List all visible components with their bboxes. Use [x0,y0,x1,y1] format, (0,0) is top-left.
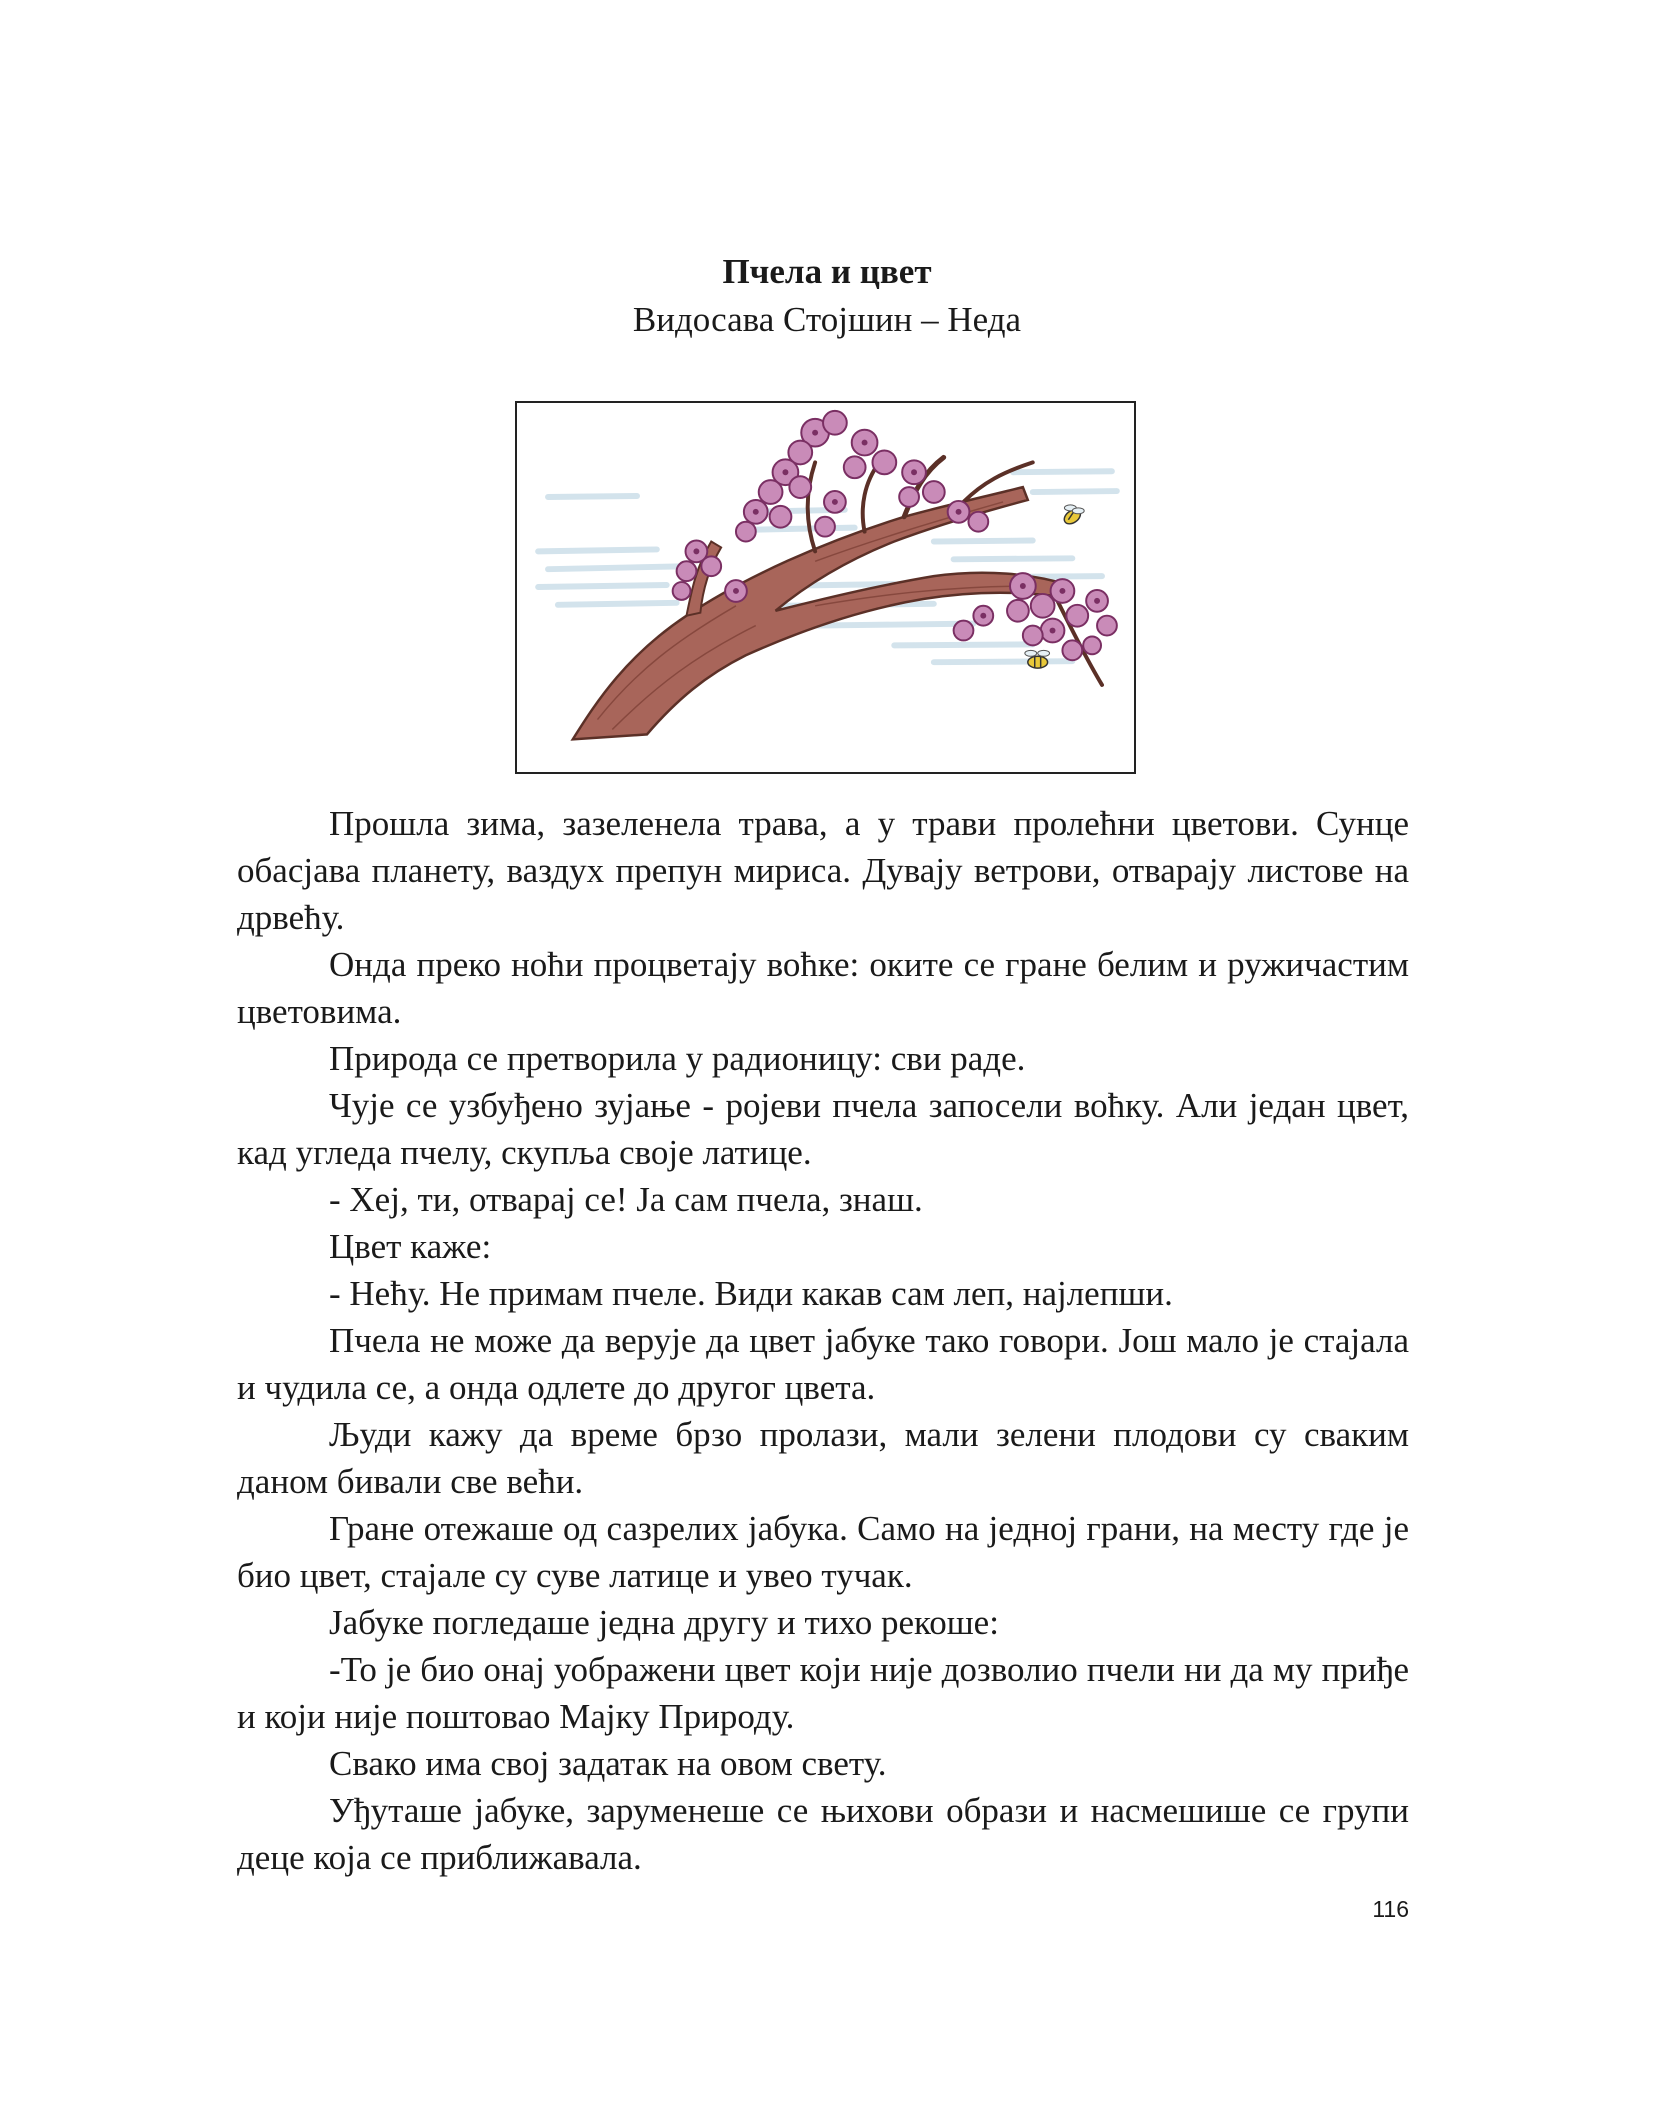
story-paragraph: Онда преко ноћи процветају воћке: оките се гране белим и ружичастим цветовима. [237,945,1409,1031]
story-paragraph: Природа се претворила у радионицу: сви раде. [329,1039,1026,1078]
story-paragraph: Гране отежаше од сазрелих јабука. Само на једној грани, на месту где је био цвет, стајале су суве латице и увео тучак. [237,1509,1409,1595]
bee-icon [1062,505,1085,527]
story-paragraph: - Хеј, ти, отварај се! Ја сам пчела, знаш. [329,1180,923,1219]
story-author: Видосава Стојшин – Неда [632,300,1022,339]
story-paragraph: Прошла зима, зазеленела трава, а у трави пролећни цветови. Сунце обасјава планету, ваздух препун мириса. Дувају ветрови, отварају листове на дрвећу. [237,804,1409,937]
story-text [237,800,1409,1881]
story-paragraph: Пчела не може да верује да цвет јабуке тако говори. Још мало је стајала и чудила се, а онда одлете до другог цвета. [237,1321,1409,1407]
blossom-branch-illustration [515,401,1136,774]
story-paragraph: Цвет каже: [329,1227,492,1266]
page-number: 116 [1372,1896,1409,1922]
story-paragraph: Свако има свој задатак на овом свету. [329,1744,887,1783]
story-paragraph: Јабуке погледаше једна другу и тихо рекоше: [329,1603,999,1642]
story-paragraph: -То је био онај уображени цвет који није дозволио пчели ни да му приђе и који није поштовао Мајку Природу. [237,1650,1409,1736]
story-paragraph: Уђуташе јабуке, заруменеше се њихови образи и насмешише се групи деце која се приближавала. [237,1791,1409,1877]
story-paragraph: Чује се узбуђено зујање - ројеви пчела запосели воћку. Али један цвет, кад угледа пчелу, скупља своје латице. [237,1086,1409,1172]
story-title: Пчела и цвет [722,252,932,291]
story-paragraph: Људи кажу да време брзо пролази, мали зелени плодови су сваким даном бивали све већи. [237,1415,1409,1501]
bee-icon [1025,650,1050,668]
story-paragraph: - Нећу. Не примам пчеле. Види какав сам леп, најлепши. [329,1274,1173,1313]
blossom-branch-drawing [517,403,1134,772]
